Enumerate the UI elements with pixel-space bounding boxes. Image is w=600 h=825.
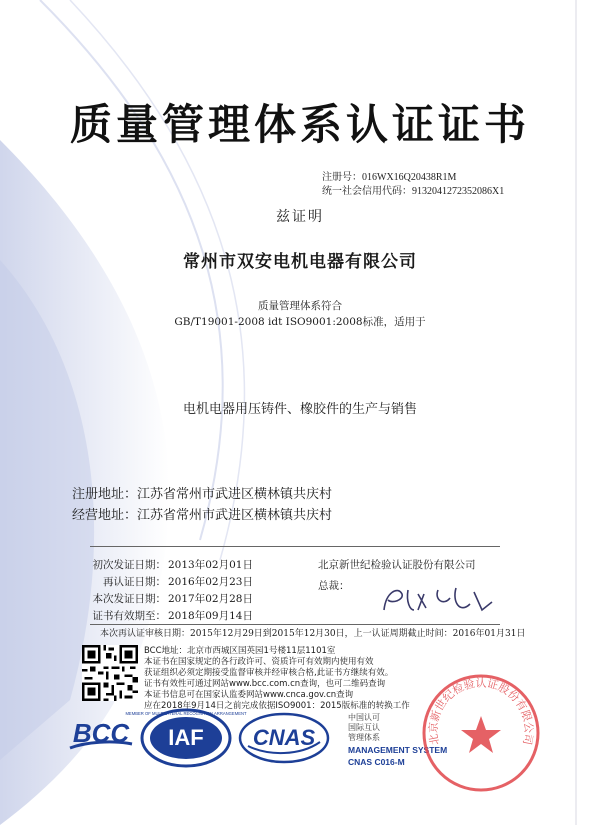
- iaf-logo: [125, 708, 247, 768]
- date-value-expiry: 2018年09月14日: [168, 610, 253, 622]
- date-label-current: 本次发证日期：: [92, 593, 166, 605]
- president-label: 总裁：: [318, 580, 350, 592]
- signature: [378, 580, 498, 620]
- conformity-line-1: 质量管理体系符合: [258, 300, 342, 312]
- business-address-value: 江苏省常州市武进区横林镇共庆村: [137, 508, 333, 523]
- company-name: 常州市双安电机电器有限公司: [183, 252, 417, 272]
- registered-address-value: 江苏省常州市武进区横林镇共庆村: [137, 487, 333, 502]
- bcc-note-3: 获证组织必须定期接受监督审核并经审核合格,此证书方继续有效。: [144, 668, 394, 678]
- business-address-label: 经营地址：: [72, 508, 138, 523]
- iaf-ring-text: MEMBER OF MULTILATERAL RECOGNITION ARRANGEMENT: [125, 711, 247, 716]
- date-label-recert: 再认证日期：: [103, 576, 166, 588]
- cnas-en-line-1: MANAGEMENT SYSTEM: [348, 745, 448, 755]
- cnas-en-line-2: CNAS C016-M: [348, 757, 405, 767]
- business-address: [72, 504, 332, 523]
- date-value-recert: 2016年02月23日: [168, 576, 253, 588]
- cnas-cn-line-1: 中国认可: [348, 713, 380, 722]
- issuer-name: 北京新世纪检验认证股份有限公司: [318, 559, 476, 571]
- bcc-note-4: 证书有效性可通过网站www.bcc.com.cn查询，也可二维码查询: [144, 679, 386, 689]
- credit-code: 统一社会信用代码：9132041272352086X1: [322, 186, 505, 197]
- divider-top: [90, 546, 500, 547]
- cnas-cn-line-3: 管理体系: [348, 733, 380, 742]
- certify-label: 兹证明: [276, 209, 324, 225]
- bcc-logo-text: BCC: [72, 718, 130, 748]
- qr-code: [82, 645, 138, 701]
- company-seal: [420, 672, 542, 794]
- audit-dates: 本次再认证审核日期：2015年12月29日到2015年12月30日，上一认证周期截止时间：2016年01月31日: [100, 629, 526, 639]
- cnas-chinese-text: [348, 713, 380, 743]
- registered-address-label: 注册地址：: [72, 487, 138, 502]
- bcc-note-5: 本证书信息可在国家认监委网站www.cnca.gov.cn查询: [144, 690, 354, 700]
- conformity-line-2: GB/T19001-2008 idt ISO9001:2008标准，适用于: [174, 316, 426, 328]
- bcc-note-6: 应在2018年9月14日之前完成依据ISO9001：2015版标准的转换工作: [144, 701, 410, 711]
- date-value-current: 2017年02月28日: [168, 593, 253, 605]
- bcc-note-2: 本证书在国家规定的各行政许可、资质许可有效期内使用有效: [144, 657, 374, 667]
- registered-address: [72, 483, 332, 502]
- cnas-cn-line-2: 国际互认: [348, 723, 380, 732]
- date-label-initial: 初次发证日期：: [92, 559, 166, 571]
- date-label-expiry: 证书有效期至：: [92, 610, 166, 622]
- registration-number: 注册号：016WX16Q20438R1M: [322, 172, 457, 183]
- cnas-logo: [238, 712, 330, 764]
- certificate-title: 质量管理体系认证证书: [69, 100, 530, 149]
- divider-bottom: [90, 624, 500, 625]
- seal-text: 北京新世纪检验认证股份有限公司: [426, 676, 536, 746]
- bcc-note-1: BCC地址：北京市西城区国英园1号楼11层1101室: [144, 646, 336, 656]
- cnas-logo-text: CNAS: [252, 725, 316, 750]
- certification-scope: 电机电器用压铸件、橡胶件的生产与销售: [182, 402, 417, 417]
- bcc-logo: [66, 712, 136, 758]
- date-value-initial: 2013年02月01日: [168, 559, 253, 571]
- iaf-logo-text: IAF: [168, 725, 204, 750]
